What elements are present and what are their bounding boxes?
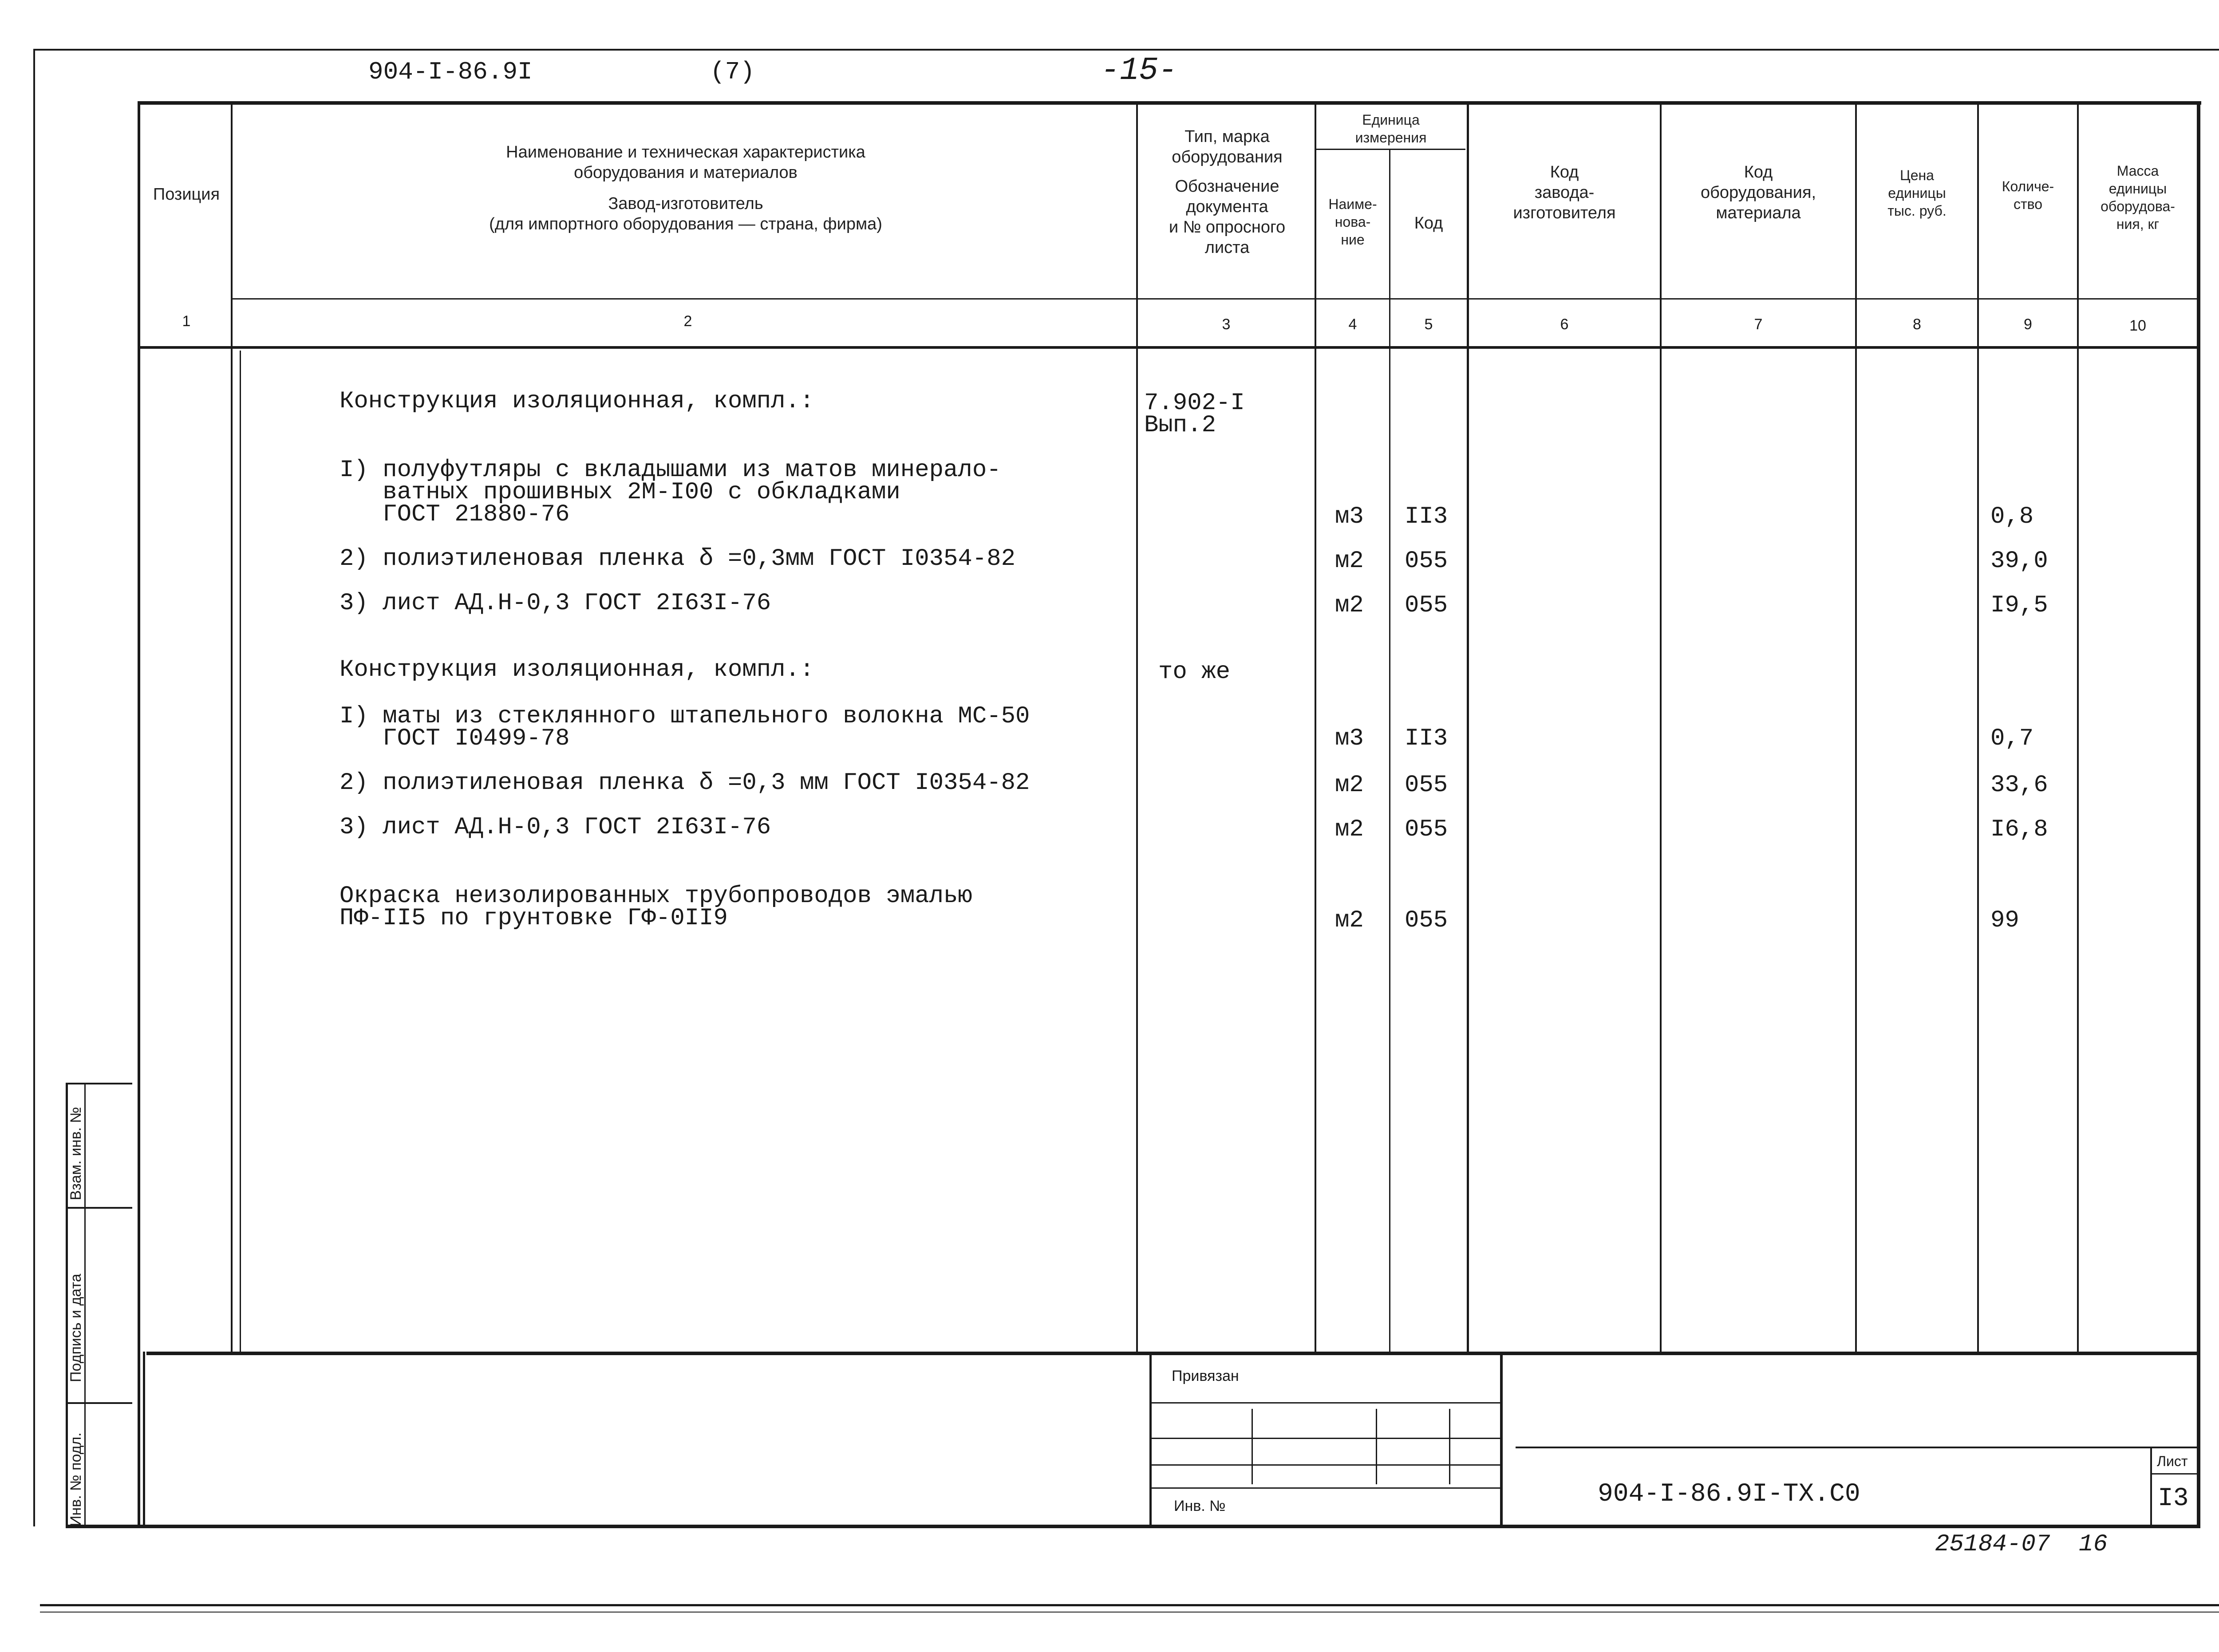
col-number: 1	[182, 313, 191, 330]
item-name: 3) лист АД.Н-0,3 ГОСТ 2I63I-76	[340, 814, 771, 841]
item-code: II3	[1405, 725, 1448, 752]
item-name: Окраска неизолированных трубопроводов эмалью ПФ-II5 по грунтовке ГФ-0II9	[340, 883, 972, 932]
col-number: 10	[2129, 317, 2146, 334]
item-qty: 0,8	[1990, 503, 2034, 530]
item-unit: м2	[1335, 772, 1364, 799]
col-header-factory-code: Код завода- изготовителя	[1513, 163, 1616, 222]
header-doc-code: 904-I-86.9I	[368, 58, 533, 86]
col-number: 8	[1913, 316, 1921, 333]
item-code: 055	[1405, 592, 1448, 619]
header-sheet-bracket: (7)	[710, 58, 755, 86]
col-number: 7	[1754, 316, 1763, 333]
sheet-value: I3	[2158, 1484, 2189, 1513]
inv-no-label: Инв. №	[1174, 1498, 1226, 1514]
item-qty: 33,6	[1990, 772, 2048, 799]
side-label-inv-podl: Инв. № подл.	[67, 1432, 84, 1526]
col-header-type: Тип, марка оборудования Обозначение документа и № опросного листа	[1169, 127, 1286, 257]
item-name: Конструкция изоляционная, компл.:	[340, 388, 814, 415]
col-number: 5	[1424, 316, 1433, 333]
item-name: I) маты из стеклянного штапельного волокна МС-50 ГОСТ I0499-78	[340, 703, 1030, 752]
item-name: 2) полиэтиленовая пленка δ =0,3мм ГОСТ I0354-82	[340, 545, 1016, 572]
item-unit: м2	[1335, 548, 1364, 575]
item-unit: м2	[1335, 592, 1364, 619]
col-header-mass: Масса единицы оборудова- ния, кг	[2101, 163, 2175, 232]
col-number: 3	[1222, 316, 1231, 333]
side-label-vzam-inv: Взам. инв. №	[67, 1107, 84, 1200]
col-header-unit-name: Наиме- нова- ние	[1328, 196, 1377, 248]
item-unit: м3	[1335, 725, 1364, 752]
footer-stamp: 25184-07 16	[1935, 1531, 2108, 1558]
item-name: I) полуфутляры с вкладышами из матов минерало- ватных прошивных 2М-I00 с обкладками ГОСТ 21880-76	[340, 457, 1001, 528]
col-header-price: Цена единицы тыс. руб.	[1887, 167, 1947, 219]
item-name: Конструкция изоляционная, компл.:	[340, 656, 814, 683]
col-number: 9	[2024, 316, 2032, 333]
item-name: 3) лист АД.Н-0,3 ГОСТ 2I63I-76	[340, 590, 771, 617]
item-qty: I6,8	[1990, 816, 2048, 843]
sheet-label: Лист	[2157, 1453, 2188, 1469]
col-header-unit-group: Единица измерения	[1355, 112, 1427, 146]
item-code: II3	[1405, 503, 1448, 530]
col-number: 4	[1348, 316, 1357, 333]
item-unit: м2	[1335, 816, 1364, 843]
col-number: 2	[683, 313, 692, 330]
item-qty: 99	[1990, 907, 2019, 934]
col-header-unit-code: Код	[1414, 214, 1443, 233]
item-unit: м3	[1335, 503, 1364, 530]
side-label-podpis-data: Подпись и дата	[67, 1273, 84, 1382]
header-page-number: -15-	[1101, 52, 1177, 89]
col-number: 6	[1560, 316, 1569, 333]
item-name: 2) полиэтиленовая пленка δ =0,3 мм ГОСТ I0354-82	[340, 769, 1030, 796]
item-code: 055	[1405, 772, 1448, 799]
title-doc-code: 904-I-86.9I-TX.C0	[1598, 1480, 1860, 1509]
col-header-quantity: Количе- ство	[2002, 178, 2054, 212]
item-qty: 39,0	[1990, 548, 2048, 575]
privyazan-label: Привязан	[1172, 1368, 1239, 1384]
item-type: то же	[1158, 658, 1231, 686]
item-qty: 0,7	[1990, 725, 2034, 752]
item-unit: м2	[1335, 907, 1364, 934]
col-header-name: Наименование и техническая характеристика оборудования и материалов Завод-изготовитель (для импортного оборудования — страна, фирма)	[489, 143, 882, 233]
item-code: 055	[1405, 816, 1448, 843]
col-header-position: Позиция	[153, 185, 220, 204]
item-type: 7.902-I Вып.2	[1144, 390, 1245, 439]
item-code: 055	[1405, 548, 1448, 575]
item-code: 055	[1405, 907, 1448, 934]
item-qty: I9,5	[1990, 592, 2048, 619]
col-header-equipment-code: Код оборудования, материала	[1700, 163, 1816, 222]
